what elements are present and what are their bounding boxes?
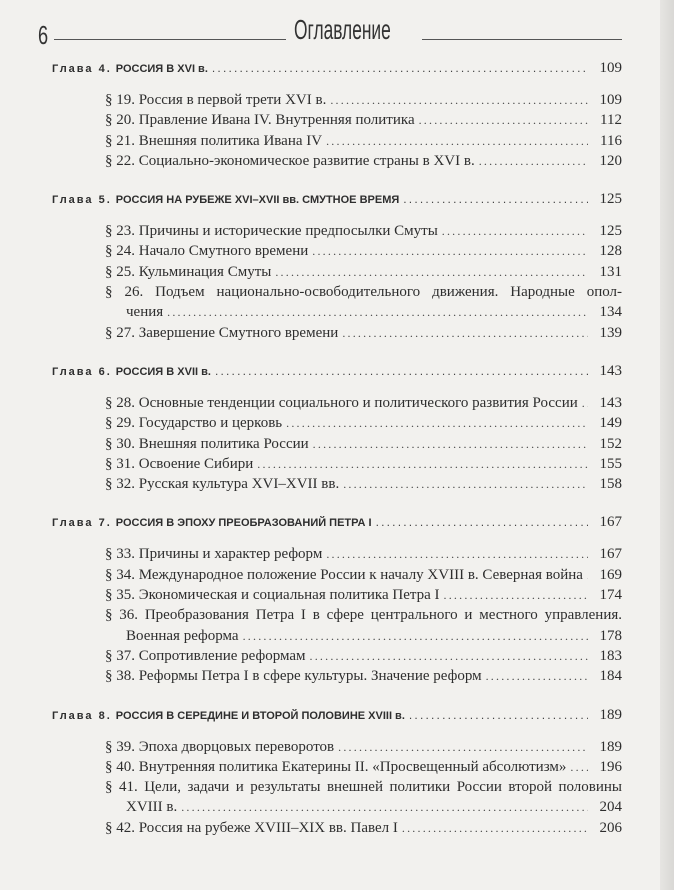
section-title: § 20. Правление Ивана IV. Внутренняя политика [105, 112, 415, 129]
chapter-label: Глава 8. [52, 709, 112, 722]
section-entry[interactable] [52, 434, 622, 454]
dot-leader [181, 797, 588, 817]
section-page: 131 [599, 263, 622, 280]
dot-leader [376, 515, 588, 529]
dot-leader [444, 585, 588, 605]
section-title-line: Военная реформа [126, 627, 239, 644]
section-entry[interactable] [52, 605, 622, 646]
chapter-group [52, 707, 622, 838]
section-title: § 33. Причины и характер реформ [105, 546, 323, 563]
section-title: § 32. Русская культура XVI–XVII вв. [105, 476, 340, 493]
dot-leader [286, 413, 588, 433]
dot-leader [403, 192, 588, 206]
section-page: 134 [599, 304, 622, 321]
section-title: § 21. Внешняя политика Ивана IV [105, 132, 323, 149]
dot-leader [310, 646, 588, 666]
dot-leader [275, 262, 588, 282]
chapter-entry[interactable] [52, 363, 622, 383]
page-number: 6 [38, 20, 49, 50]
dot-leader [330, 90, 588, 110]
section-entry[interactable] [52, 282, 622, 323]
chapter-label: Глава 7. [52, 517, 112, 530]
section-page: 178 [599, 627, 622, 644]
section-page: 155 [599, 455, 622, 472]
section-title-line: § 36. Преобразования Петра I в сфере центрального и местного управления. [105, 607, 622, 624]
section-page: 116 [600, 132, 622, 149]
section-entry[interactable] [52, 565, 622, 585]
page-edge-shadow [660, 0, 674, 890]
dot-leader [338, 737, 588, 757]
section-page: 125 [599, 223, 622, 240]
section-entry[interactable] [52, 131, 622, 151]
section-entry[interactable] [52, 454, 622, 474]
section-page: 204 [599, 799, 622, 816]
section-page: 169 [599, 566, 622, 583]
section-title: § 38. Реформы Петра I в сфере культуры. Значение реформ [105, 668, 482, 685]
dot-leader [257, 454, 588, 474]
chapter-group [52, 514, 622, 686]
section-page: 196 [599, 758, 622, 775]
section-title: § 24. Начало Смутного времени [105, 243, 309, 260]
chapter-page: 167 [599, 514, 622, 531]
dot-leader [313, 434, 588, 454]
section-entry[interactable] [52, 666, 622, 686]
chapter-page: 143 [599, 362, 622, 379]
section-entry[interactable] [52, 737, 622, 757]
section-page: 183 [599, 647, 622, 664]
section-title: § 22. Социально-экономическое развитие страны в XVI в. [105, 152, 475, 169]
section-entry[interactable] [52, 151, 622, 171]
section-title: § 23. Причины и исторические предпосылки Смуты [105, 223, 438, 240]
dot-leader [442, 221, 588, 241]
section-title-continuation [52, 797, 622, 817]
section-page: 112 [600, 112, 622, 129]
section-entry[interactable] [52, 110, 622, 130]
dot-leader [402, 818, 588, 838]
dot-leader [582, 393, 588, 413]
running-header [38, 14, 622, 50]
chapter-group [52, 191, 622, 343]
section-page: 158 [599, 476, 622, 493]
page-title: Оглавление [294, 14, 391, 45]
section-title-line: чения [126, 304, 164, 321]
section-title: § 28. Основные тенденции социального и политического развития России [105, 394, 578, 411]
section-title: § 35. Экономическая и социальная политика Петра I [105, 587, 440, 604]
section-title-line: § 41. Цели, задачи и результаты внешней политики России второй половины [105, 779, 622, 796]
section-page: 128 [599, 243, 622, 260]
section-entry[interactable] [52, 393, 622, 413]
chapter-entry[interactable] [52, 514, 622, 534]
section-page: 139 [599, 324, 622, 341]
chapter-entry[interactable] [52, 707, 622, 727]
section-entry[interactable] [52, 323, 622, 343]
section-page: 174 [599, 587, 622, 604]
section-entry[interactable] [52, 818, 622, 838]
section-title-line: XVIII в. [126, 799, 178, 816]
section-page: 109 [599, 92, 622, 108]
section-title: § 25. Кульминация Смуты [105, 263, 272, 280]
dot-leader [409, 708, 588, 722]
section-entry[interactable] [52, 241, 622, 261]
chapter-entry[interactable] [52, 191, 622, 211]
section-title: § 42. Россия на рубеже XVIII–XIX вв. Павел I [105, 819, 398, 836]
dot-leader [486, 666, 588, 686]
section-title: § 40. Внутренняя политика Екатерины II. «Просвещенный абсолютизм» [105, 758, 567, 775]
chapter-page: 125 [599, 191, 622, 208]
chapter-group [52, 60, 622, 171]
section-entry[interactable] [52, 413, 622, 433]
section-page: 206 [599, 819, 622, 836]
dot-leader [343, 474, 588, 494]
section-entry[interactable] [52, 262, 622, 282]
chapter-label: Глава 6. [52, 365, 112, 378]
header-rule-right [422, 39, 622, 40]
chapter-label: Глава 4. [52, 63, 112, 75]
section-entry[interactable] [52, 90, 622, 110]
section-title-continuation [52, 302, 622, 322]
section-title-line: § 26. Подъем национально-освободительного движения. Народные опол- [105, 284, 622, 301]
dot-leader [215, 364, 588, 378]
chapter-page: 109 [599, 60, 622, 76]
section-page: 149 [599, 415, 622, 432]
section-title: § 31. Освоение Сибири [105, 455, 254, 472]
dot-leader [167, 302, 588, 322]
section-page: 152 [599, 435, 622, 452]
section-title: § 37. Сопротивление реформам [105, 647, 306, 664]
section-page: 143 [599, 394, 622, 411]
section-title: § 19. Россия в первой трети XVI в. [105, 92, 327, 108]
section-entry[interactable] [52, 474, 622, 494]
section-entry[interactable] [52, 646, 622, 666]
section-page: 189 [599, 738, 622, 755]
section-entry[interactable] [52, 757, 622, 777]
dot-leader [326, 131, 588, 151]
section-title: § 34. Международное положение России к началу XVIII в. Северная война [105, 566, 583, 583]
header-rule-left [54, 39, 286, 40]
dot-leader [587, 565, 588, 585]
section-title: § 29. Государство и церковь [105, 415, 283, 432]
section-title-continuation [52, 626, 622, 646]
section-title: § 30. Внешняя политика России [105, 435, 309, 452]
section-entry[interactable] [52, 544, 622, 564]
chapter-title: РОССИЯ В СЕРЕДИНЕ И ВТОРОЙ ПОЛОВИНЕ XVIII в. [115, 709, 405, 722]
chapter-title: РОССИЯ В ЭПОХУ ПРЕОБРАЗОВАНИЙ ПЕТРА I [115, 517, 372, 530]
dot-leader [312, 241, 588, 261]
dot-leader [342, 323, 588, 343]
chapter-group [52, 363, 622, 494]
section-page: 184 [599, 668, 622, 685]
section-entry[interactable] [52, 777, 622, 818]
section-page: 120 [599, 152, 622, 169]
section-title: § 27. Завершение Смутного времени [105, 324, 339, 341]
section-page: 167 [599, 546, 622, 563]
dot-leader [479, 151, 588, 171]
chapter-label: Глава 5. [52, 194, 112, 207]
chapter-title: РОССИЯ НА РУБЕЖЕ XVI–XVII вв. СМУТНОЕ ВРЕМЯ [115, 194, 400, 207]
dot-leader [243, 626, 588, 646]
dot-leader [570, 757, 588, 777]
chapter-entry[interactable] [52, 60, 622, 80]
dot-leader [212, 61, 588, 75]
dot-leader [326, 544, 588, 564]
section-title: § 39. Эпоха дворцовых переворотов [105, 738, 335, 755]
section-entry[interactable] [52, 221, 622, 241]
table-of-contents [52, 60, 622, 858]
chapter-title: РОССИЯ В XVII в. [115, 365, 211, 378]
section-entry[interactable] [52, 585, 622, 605]
chapter-title: РОССИЯ В XVI в. [115, 63, 208, 75]
dot-leader [419, 110, 588, 130]
chapter-page: 189 [599, 706, 622, 723]
